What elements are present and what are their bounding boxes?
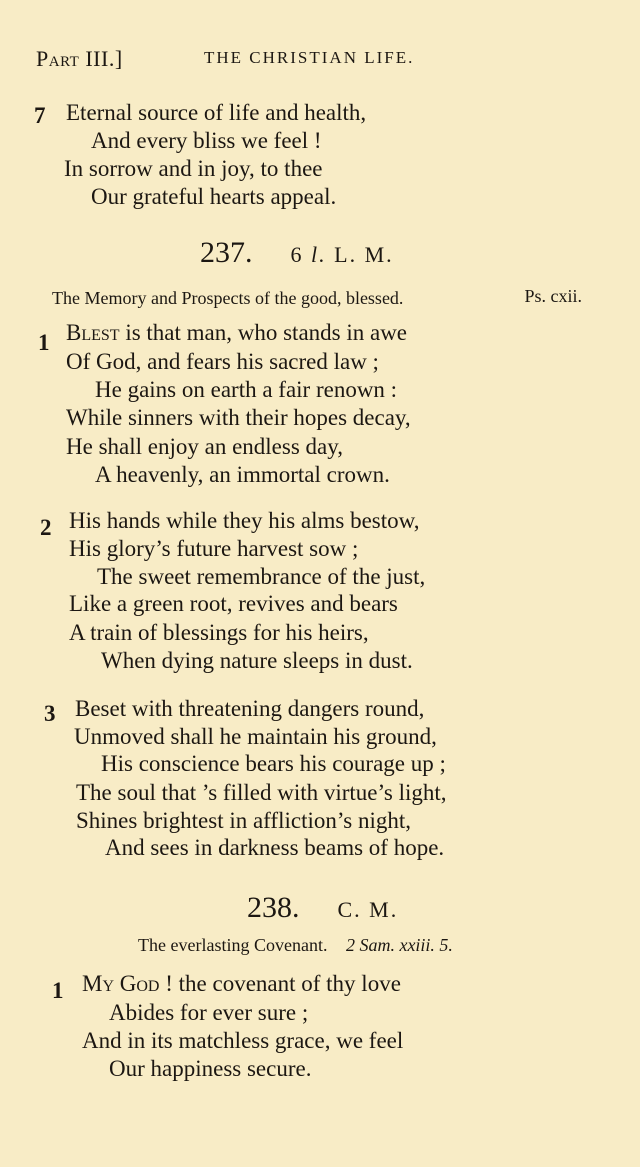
- stanza-number: 7: [34, 103, 46, 128]
- verse-line: Abides for ever sure ;: [109, 1000, 309, 1025]
- stanza-number: 1: [52, 978, 64, 1003]
- verse-line: In sorrow and in joy, to thee: [64, 156, 323, 181]
- stanza-number: 1: [38, 330, 50, 355]
- subtitle-text: The everlasting Covenant.: [138, 935, 328, 955]
- meter-lines: 6: [290, 242, 304, 267]
- running-header: [36, 46, 620, 76]
- verse-line: Unmoved shall he maintain his ground,: [74, 724, 437, 749]
- verse-line: He shall enjoy an endless day,: [66, 434, 343, 459]
- verse-line: His conscience bears his courage up ;: [101, 751, 446, 776]
- subtitle-text: The Memory and Prospects of the good, blessed.: [52, 288, 404, 308]
- hymn-meter: [291, 242, 394, 267]
- scripture-reference: 2 Sam. xxiii. 5.: [345, 935, 453, 955]
- verse-line: My God ! the covenant of thy love: [82, 971, 401, 996]
- verse-line: Blest is that man, who stands in awe: [66, 320, 408, 345]
- hymn-heading: [247, 891, 398, 925]
- verse-line: The soul that ’s filled with virtue’s light,: [76, 780, 447, 805]
- verse-line: His hands while they his alms bestow,: [69, 508, 420, 533]
- hymn-meter: C. M.: [337, 897, 399, 922]
- verse-line: Like a green root, revives and bears: [69, 591, 398, 616]
- stanza-number: 2: [40, 515, 52, 540]
- first-word: My God: [82, 971, 160, 996]
- verse-line: Beset with threatening dangers round,: [75, 696, 425, 721]
- running-title: THE CHRISTIAN LIFE.: [204, 48, 415, 67]
- hymn-number: 237.: [200, 236, 253, 269]
- verse-line: Our grateful hearts appeal.: [91, 184, 337, 209]
- hymn-subtitle: [52, 288, 582, 309]
- verse-line: Eternal source of life and health,: [66, 100, 367, 125]
- verse-line: Shines brightest in affliction’s night,: [76, 808, 411, 833]
- hymn-subtitle: [138, 935, 453, 956]
- meter-l: l.: [311, 242, 327, 267]
- verse-line: Of God, and fears his sacred law ;: [66, 349, 379, 374]
- stanza-number: 3: [44, 701, 56, 726]
- meter-type: L. M.: [334, 242, 394, 267]
- verse-line: When dying nature sleeps in dust.: [101, 648, 413, 673]
- verse-line: Our happiness secure.: [109, 1056, 312, 1081]
- verse-line: His glory’s future harvest sow ;: [69, 536, 359, 561]
- hymn-number: 238.: [247, 891, 300, 924]
- first-word: Blest: [66, 320, 120, 345]
- hymn-heading: [200, 236, 394, 270]
- verse-line: He gains on earth a fair renown :: [95, 377, 398, 402]
- verse-line: And sees in darkness beams of hope.: [105, 835, 445, 860]
- verse-line: While sinners with their hopes decay,: [66, 405, 411, 430]
- verse-line: And in its matchless grace, we feel: [82, 1028, 404, 1053]
- part-label: Part III.]: [36, 46, 123, 71]
- scripture-reference: Ps. cxii.: [524, 286, 582, 306]
- verse-line: The sweet remembrance of the just,: [97, 564, 426, 589]
- verse-line: A train of blessings for his heirs,: [69, 620, 369, 645]
- verse-line: A heavenly, an immortal crown.: [95, 462, 390, 487]
- verse-line: And every bliss we feel !: [91, 128, 322, 153]
